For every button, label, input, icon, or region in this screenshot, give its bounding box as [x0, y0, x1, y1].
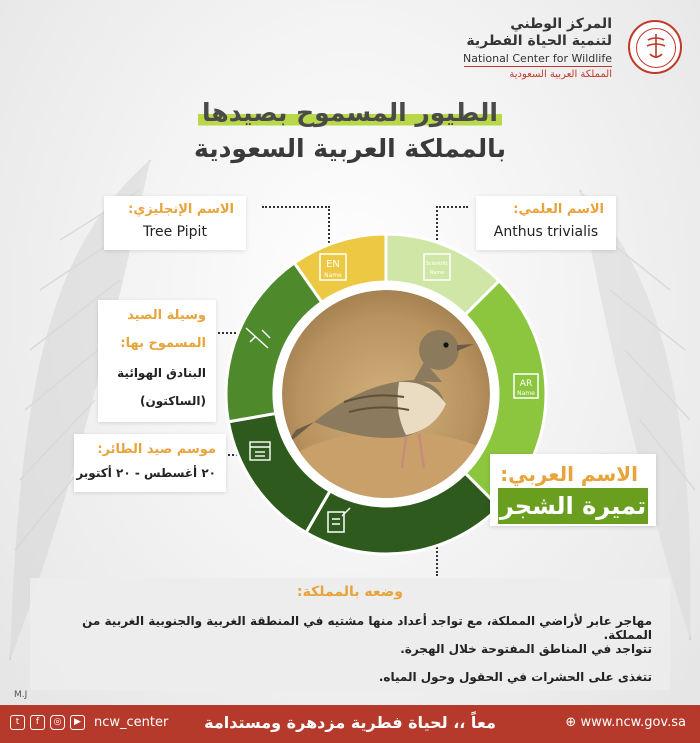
scientific-name-value: Anthus trivialis — [493, 224, 599, 240]
instagram-icon[interactable]: ◎ — [50, 715, 65, 730]
svg-text:EN: EN — [326, 259, 340, 270]
org-name-en: National Center for Wildlife — [463, 52, 612, 65]
credit: M.J — [14, 690, 28, 700]
svg-text:AR: AR — [519, 379, 533, 389]
social-handle[interactable]: ncw_center — [94, 715, 169, 730]
globe-icon: ⊕ — [565, 715, 581, 730]
facebook-icon[interactable]: f — [30, 715, 45, 730]
svg-text:Name: Name — [429, 270, 445, 276]
hunting-tool-value-1: البنادق الهوائية — [117, 366, 206, 380]
youtube-icon[interactable]: ▶ — [70, 715, 85, 730]
status-line-2: تتواجد في المناطق المفتوحة خلال الهجرة. — [400, 642, 652, 656]
svg-text:Scientific: Scientific — [425, 261, 449, 267]
hunting-tool-card — [98, 300, 216, 422]
svg-text:Name: Name — [324, 272, 342, 279]
season-label: موسم صيد الطائر: — [97, 442, 216, 457]
arabic-name-label: الاسم العربي: — [500, 462, 638, 486]
svg-text:Name: Name — [517, 390, 535, 397]
status-line-3: تتغذى على الحشرات في الحقول وحول المياه. — [378, 670, 652, 684]
english-name-label: الاسم الإنجليزي: — [128, 202, 234, 217]
footer-slogan: معاً ،، لحياة فطرية مزدهرة ومستدامة — [204, 713, 496, 732]
country-ar: المملكة العربية السعودية — [509, 69, 612, 80]
season-value: ٢٠ أغسطس - ٢٠ أكتوبر — [76, 466, 216, 480]
page-title-line1: الطيور المسموح بصيدها — [0, 98, 700, 127]
header-divider — [464, 66, 612, 67]
status-line-1: مهاجر عابر لأراضي المملكة، مع تواجد أعداد منها مشتيه في المنطقة الغربية والجنوبية الغربية من المملكة. — [82, 614, 652, 642]
footer-bar — [0, 705, 700, 743]
hunting-tool-label-2: المسموح بها: — [120, 336, 206, 351]
page-title-line2: بالمملكة العربية السعودية — [194, 134, 506, 163]
org-name-ar: المركز الوطني لتنمية الحياة الفطرية — [466, 16, 612, 49]
website-link[interactable]: ⊕ www.ncw.gov.sa — [565, 715, 686, 730]
status-panel — [30, 578, 670, 690]
arabic-name-value: تميرة الشجر — [498, 488, 648, 524]
scientific-name-label: الاسم العلمي: — [513, 202, 604, 217]
english-name-value: Tree Pipit — [143, 224, 207, 240]
ncw-logo — [628, 20, 682, 74]
season-card — [74, 434, 226, 492]
status-title: وضعه بالمملكة: — [297, 584, 403, 600]
twitter-icon[interactable]: t — [10, 715, 25, 730]
hunting-tool-value-2: (الساكتون) — [140, 394, 206, 408]
hunting-tool-label-1: وسيلة الصيد — [127, 308, 206, 323]
